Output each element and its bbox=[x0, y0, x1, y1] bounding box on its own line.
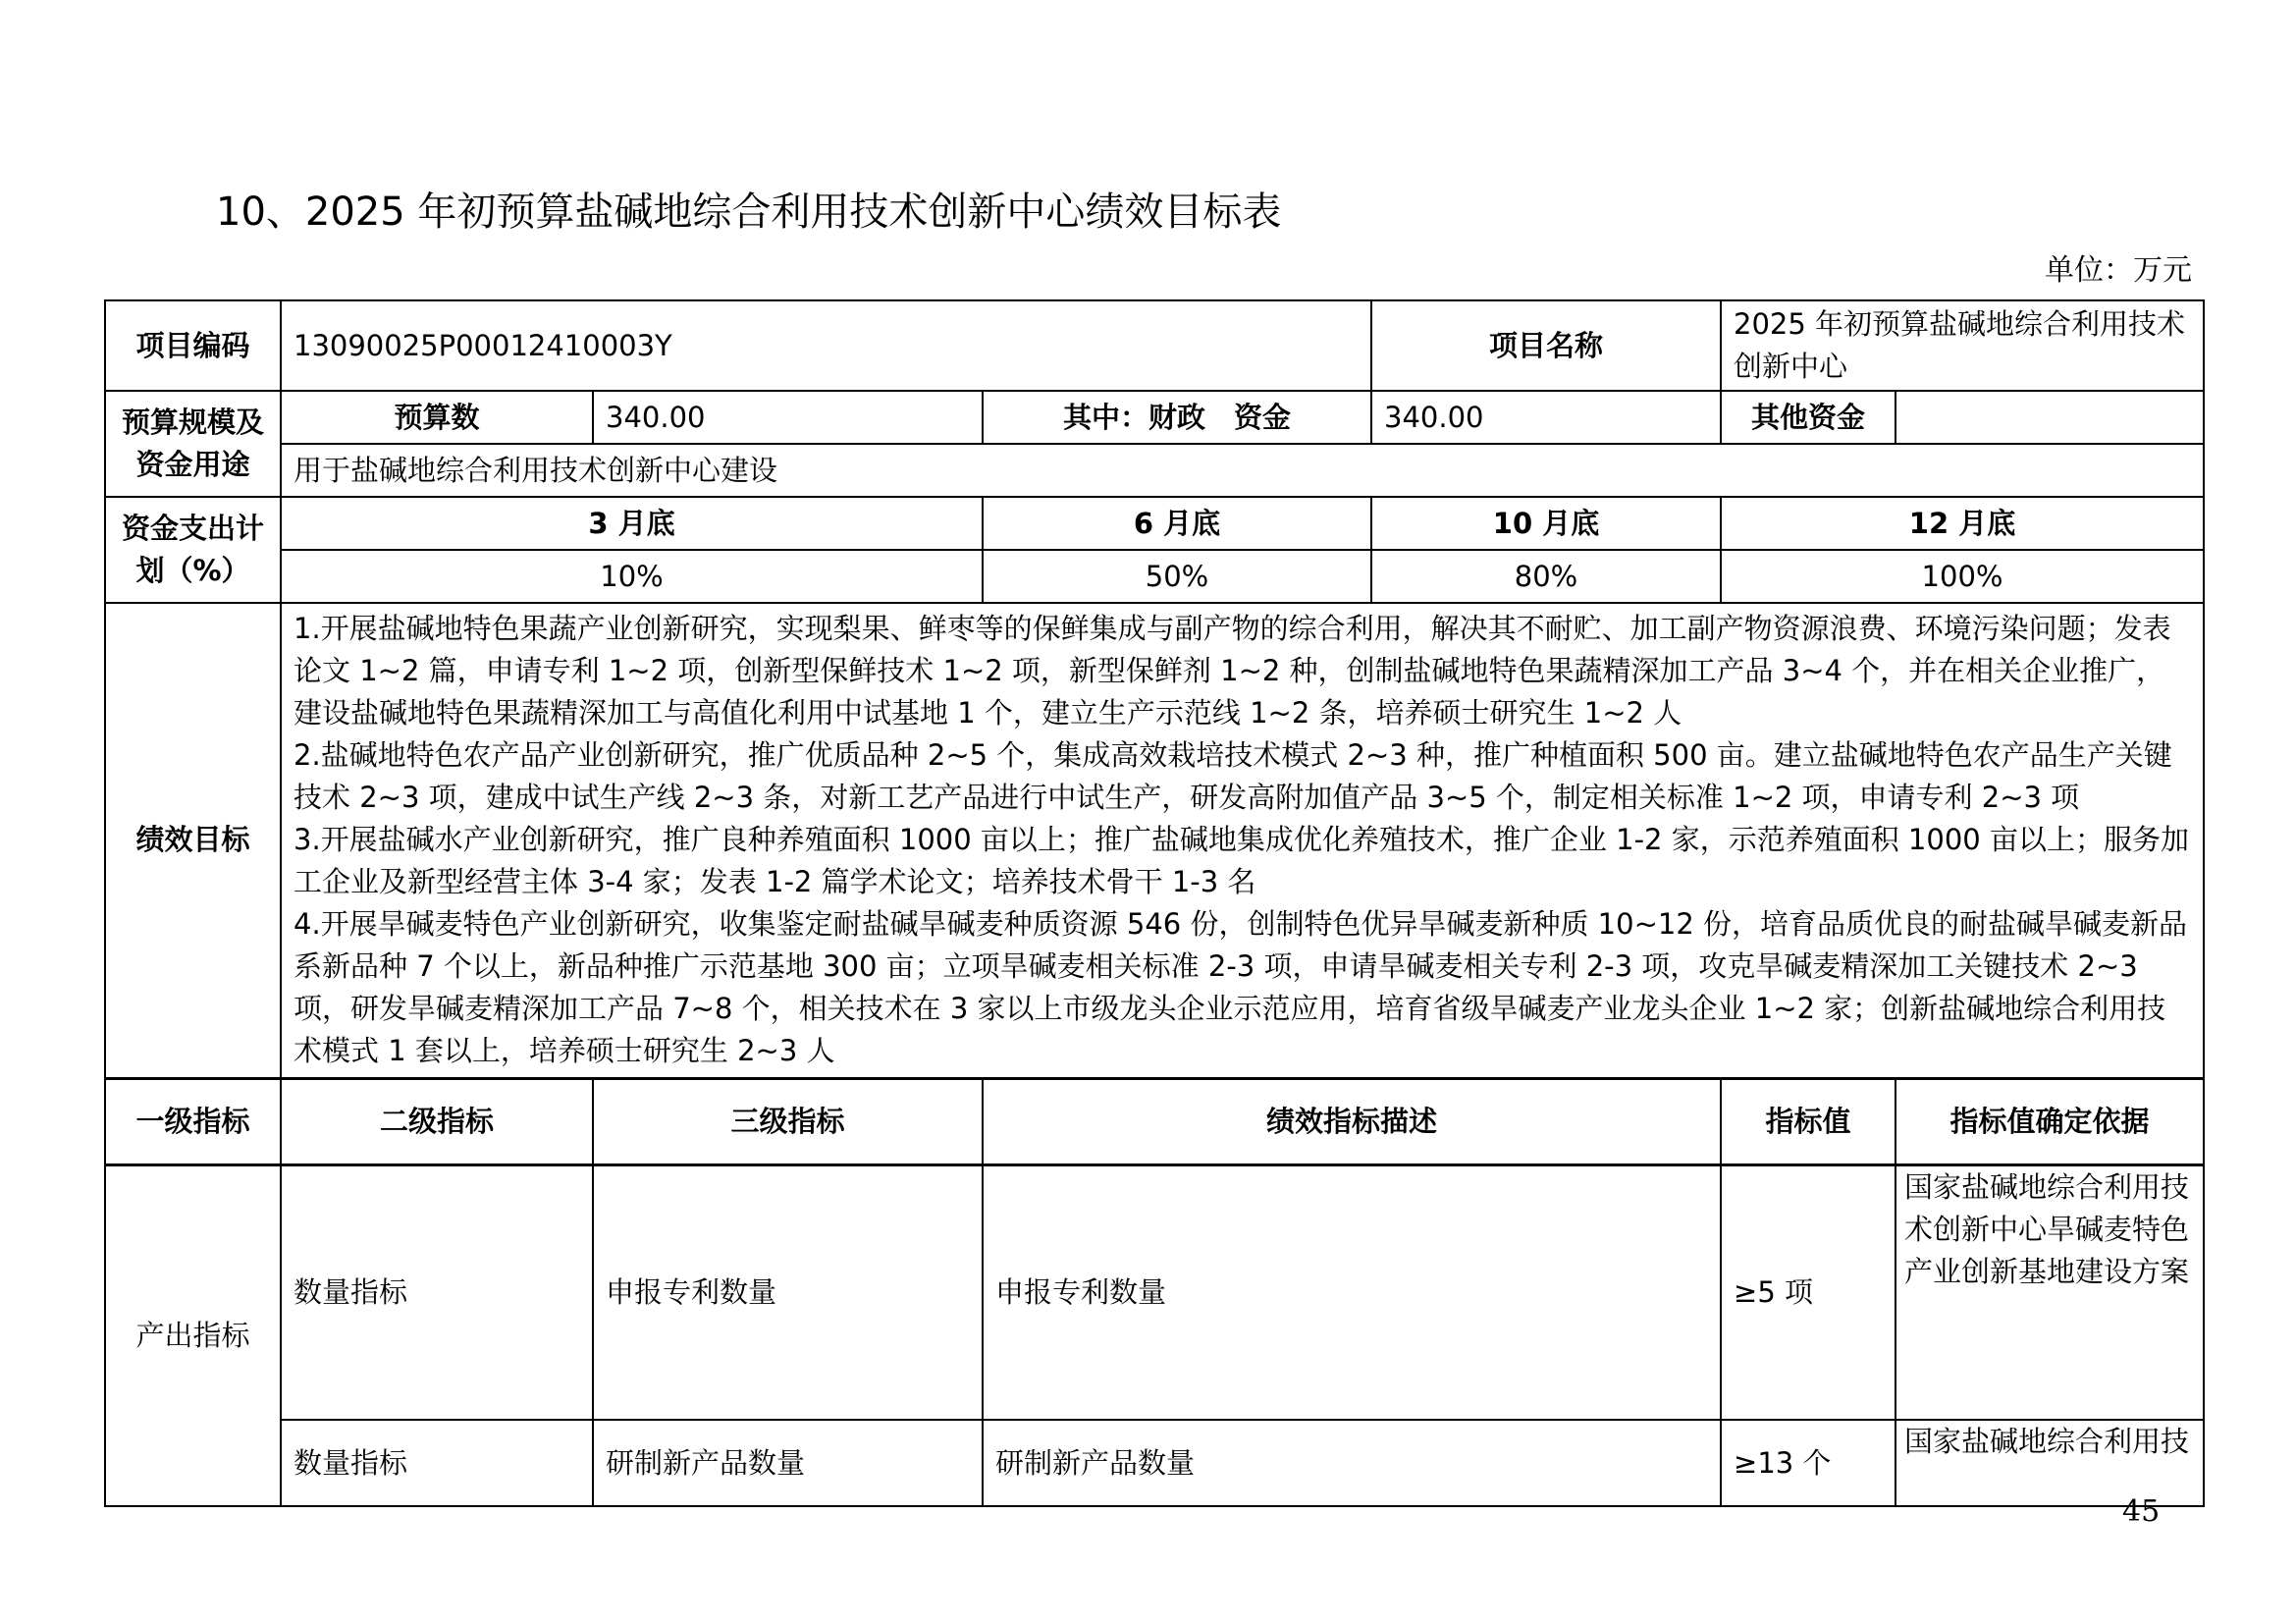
budget-row bbox=[105, 391, 2204, 444]
unit-label: 单位：万元 bbox=[2045, 253, 2192, 288]
goals-row bbox=[105, 603, 2204, 1078]
indicator-value: ≥13 个 bbox=[1721, 1420, 1896, 1506]
spending-plan-label: 资金支出计划（%） bbox=[105, 497, 281, 603]
indicator-level2: 数量指标 bbox=[281, 1420, 593, 1506]
plan-value-q4: 100% bbox=[1721, 550, 2204, 603]
other-fund-label: 其他资金 bbox=[1721, 391, 1896, 444]
goal-item: 3.开展盐碱水产业创新研究，推广良种养殖面积 1000 亩以上；推广盐碱地集成优化养殖技术，推广企业 1-2 家，示范养殖面积 1000 亩以上；服务加工企业及新型经营主体 3-4 家；发表 1-2 篇学术论文；培养技术骨干 1-3 名 bbox=[294, 823, 2189, 899]
project-row bbox=[105, 300, 2204, 391]
goals-content bbox=[281, 603, 2204, 1078]
plan-header-q3: 10 月底 bbox=[1371, 497, 1721, 550]
indicator-header-level3: 三级指标 bbox=[593, 1078, 983, 1164]
indicator-level1: 产出指标 bbox=[105, 1164, 281, 1506]
plan-header-q4: 12 月底 bbox=[1721, 497, 2204, 550]
indicator-description: 研制新产品数量 bbox=[983, 1420, 1721, 1506]
budget-label: 预算规模及资金用途 bbox=[105, 391, 281, 497]
indicator-basis: 国家盐碱地综合利用技术创新中心旱碱麦特色产业创新基地建设方案 bbox=[1896, 1164, 2204, 1420]
plan-header-q2: 6 月底 bbox=[983, 497, 1371, 550]
plan-value-row bbox=[105, 550, 2204, 603]
fund-purpose: 用于盐碱地综合利用技术创新中心建设 bbox=[281, 444, 2204, 497]
indicator-level3: 申报专利数量 bbox=[593, 1164, 983, 1420]
plan-value-q3: 80% bbox=[1371, 550, 1721, 603]
indicator-level2: 数量指标 bbox=[281, 1164, 593, 1420]
project-name-value: 2025 年初预算盐碱地综合利用技术创新中心 bbox=[1721, 300, 2204, 391]
plan-header-row bbox=[105, 497, 2204, 550]
indicator-basis: 国家盐碱地综合利用技 bbox=[1896, 1420, 2204, 1506]
indicator-value: ≥5 项 bbox=[1721, 1164, 1896, 1420]
indicator-row bbox=[105, 1164, 2204, 1420]
goal-item: 2.盐碱地特色农产品产业创新研究，推广优质品种 2~5 个，集成高效栽培技术模式 2~3 种，推广种植面积 500 亩。建立盐碱地特色农产品生产关键技术 2~3 项，建成中试生产线 2~3 条，对新工艺产品进行中试生产，研发高附加值产品 3~5 个，制定相关标准 1~2 项，申请专利 2~3 项 bbox=[294, 738, 2172, 815]
goals-label: 绩效目标 bbox=[105, 603, 281, 1078]
indicator-header-level2: 二级指标 bbox=[281, 1078, 593, 1164]
indicator-header-description: 绩效指标描述 bbox=[983, 1078, 1721, 1164]
budget-amount-value: 340.00 bbox=[593, 391, 983, 444]
indicator-header-level1: 一级指标 bbox=[105, 1078, 281, 1164]
project-code-value: 13090025P00012410003Y bbox=[281, 300, 1371, 391]
plan-value-q2: 50% bbox=[983, 550, 1371, 603]
goal-item: 1.开展盐碱地特色果蔬产业创新研究，实现梨果、鲜枣等的保鲜集成与副产物的综合利用，解决其不耐贮、加工副产物资源浪费、环境污染问题；发表论文 1~2 篇，申请专利 1~2 项，创新型保鲜技术 1~2 项，新型保鲜剂 1~2 种，创制盐碱地特色果蔬精深加工产品 3~4 个，并在相关企业推广，建设盐碱地特色果蔬精深加工与高值化利用中试基地 1 个，建立生产示范线 1~2 条，培养硕士研究生 1~2 人 bbox=[294, 612, 2171, 730]
plan-header-q1: 3 月底 bbox=[281, 497, 983, 550]
indicator-header-basis: 指标值确定依据 bbox=[1896, 1078, 2204, 1164]
indicator-level3: 研制新产品数量 bbox=[593, 1420, 983, 1506]
indicator-row bbox=[105, 1420, 2204, 1506]
plan-value-q1: 10% bbox=[281, 550, 983, 603]
indicator-header-row bbox=[105, 1078, 2204, 1164]
finance-fund-value: 340.00 bbox=[1371, 391, 1721, 444]
indicator-header-value: 指标值 bbox=[1721, 1078, 1896, 1164]
indicator-description: 申报专利数量 bbox=[983, 1164, 1721, 1420]
page-number: 45 bbox=[2122, 1494, 2161, 1529]
goal-item: 4.开展旱碱麦特色产业创新研究，收集鉴定耐盐碱旱碱麦种质资源 546 份，创制特色优异旱碱麦新种质 10~12 份，培育品质优良的耐盐碱旱碱麦新品系新品种 7 个以上，新品种推广示范基地 300 亩；立项旱碱麦相关标准 2-3 项，申请旱碱麦相关专利 2-3 项，攻克旱碱麦精深加工关键技术 2~3 项，研发旱碱麦精深加工产品 7~8 个，相关技术在 3 家以上市级龙头企业示范应用，培育省级旱碱麦产业龙头企业 1~2 家；创新盐碱地综合利用技术模式 1 套以上，培养硕士研究生 2~3 人 bbox=[294, 907, 2187, 1068]
budget-amount-label: 预算数 bbox=[281, 391, 593, 444]
finance-fund-label: 其中：财政 资金 bbox=[983, 391, 1371, 444]
purpose-row bbox=[105, 444, 2204, 497]
other-fund-value bbox=[1896, 391, 2204, 444]
project-name-label: 项目名称 bbox=[1371, 300, 1721, 391]
performance-target-table bbox=[104, 299, 2205, 1507]
project-code-label: 项目编码 bbox=[105, 300, 281, 391]
page-title: 10、2025 年初预算盐碱地综合利用技术创新中心绩效目标表 bbox=[216, 189, 1282, 235]
